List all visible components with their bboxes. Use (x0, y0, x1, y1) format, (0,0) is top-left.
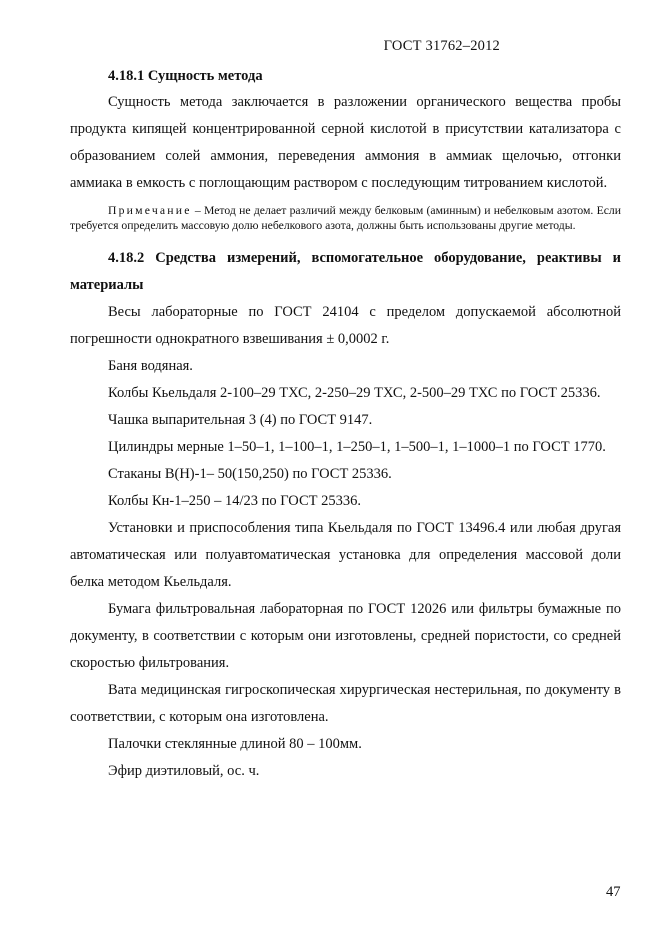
page-number: 47 (606, 884, 621, 900)
section-title-equipment: 4.18.2 Средства измерений, вспомогательное оборудование, реактивы и материалы (70, 250, 621, 293)
note-text: – Метод не делает различий между белковым (аминным) и небелковым азотом. Если требуется определить массовую долю небелкового азота, должны быть использованы другие методы. (70, 204, 621, 232)
equipment-item-kjeldahl-flasks: Колбы Кьельдаля 2-100–29 ТХС, 2-250–29 ТХС, 2-500–29 ТХС по ГОСТ 25336. (108, 385, 601, 401)
equipment-item-conical-flasks: Колбы Кн-1–250 – 14/23 по ГОСТ 25336. (108, 493, 361, 509)
method-note (70, 203, 621, 233)
equipment-item-scales: Весы лабораторные по ГОСТ 24104 с пределом допускаемой абсолютной погрешности однократного взвешивания ± 0,0002 г. (70, 304, 621, 347)
equipment-item-beakers: Стаканы В(Н)-1– 50(150,250) по ГОСТ 25336. (108, 466, 392, 482)
equipment-item-filter-paper: Бумага фильтровальная лабораторная по ГОСТ 12026 или фильтры бумажные по документу, в соответствии с которым они изготовлены, средней пористости, со средней скоростью фильтрования. (70, 601, 621, 671)
equipment-item-kjeldahl-apparatus: Установки и приспособления типа Кьельдаля по ГОСТ 13496.4 или любая другая автоматическая или полуавтоматическая установка для определения массовой доли белка методом Кьельдаля. (70, 520, 621, 590)
equipment-item-measuring-cylinders: Цилиндры мерные 1–50–1, 1–100–1, 1–250–1, 1–500–1, 1–1000–1 по ГОСТ 1770. (108, 439, 606, 455)
section-title-method-essence: 4.18.1 Сущность метода (108, 68, 263, 84)
equipment-item-water-bath: Баня водяная. (108, 358, 193, 374)
note-label: Примечание (108, 204, 192, 217)
page-content (70, 64, 621, 785)
equipment-item-cotton-wool: Вата медицинская гигроскопическая хирургическая нестерильная, по документу в соответствии, с которым она изготовлена. (70, 682, 621, 725)
method-essence-paragraph: Сущность метода заключается в разложении органического вещества пробы продукта кипящей концентрированной серной кислотой в присутствии катализатора с образованием солей аммония, переведения аммония в аммиак щелочью, отгонки аммиака в емкость с поглощающим раствором с последующим титрованием кислотой. (70, 94, 621, 191)
equipment-item-diethyl-ether: Эфир диэтиловый, ос. ч. (108, 763, 260, 779)
equipment-item-evaporating-dish: Чашка выпарительная 3 (4) по ГОСТ 9147. (108, 412, 373, 428)
standard-header: ГОСТ 31762–2012 (383, 38, 500, 54)
equipment-item-glass-rods: Палочки стеклянные длиной 80 – 100мм. (108, 736, 362, 752)
